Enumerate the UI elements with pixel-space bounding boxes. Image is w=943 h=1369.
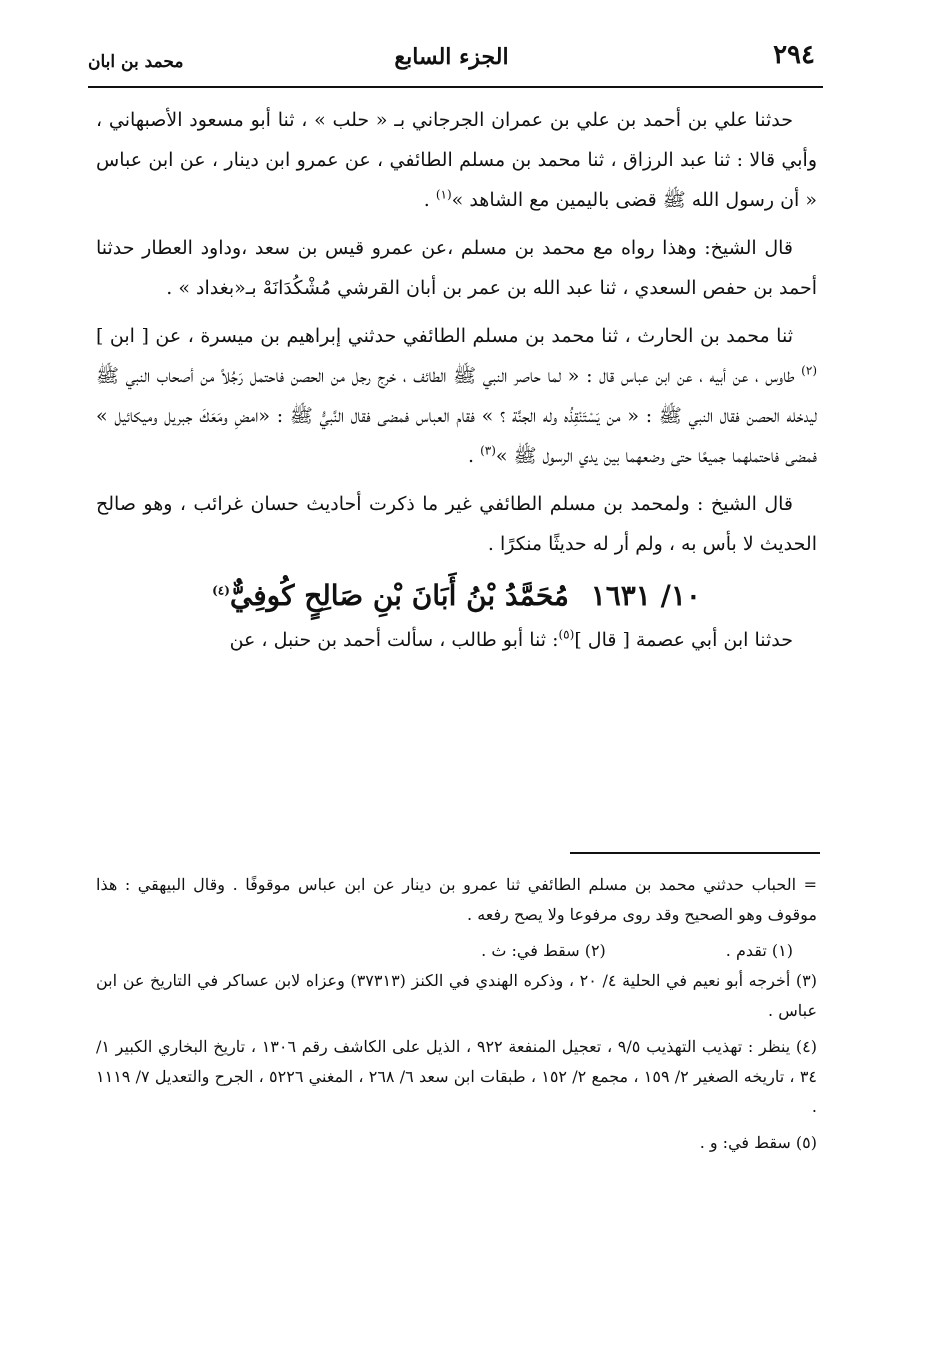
paragraph-2: [96, 228, 817, 308]
paragraph-5-text-b: : ثنا أبو طالب ، سألت أحمد بن حنبل ، عن: [229, 629, 559, 651]
paragraph-3-text-b: طاوس ، عن أبيه ، عن ابن عباس قال : « لما حاصر النبي ﷺ الطائف ، خرج رجل من الحصن فاحتمل رَجُلاً من أصحاب النبي ﷺ ليدخله الحصن فقال النبي ﷺ : « من يَسْتَنْقِذُه وله الجنَّة ؟ » فقام العباس فمضى فقال النَّبيُّ ﷺ : «امضِ ومَعَكَ جبريل وميكائيل » فمضى فاحتملهما جميعًا حتى وضعهما بين يدي الرسول ﷺ »: [96, 365, 817, 467]
header-rule: [88, 86, 823, 88]
page-header: [88, 38, 815, 84]
paragraph-1-text: حدثنا علي بن أحمد بن علي بن عمران الجرجاني بـ « حلب » ، ثنا أبو مسعود الأصبهاني ، وأبي قالا : ثنا عبد الرزاق ، ثنا محمد بن مسلم الطائفي ، عن عمرو ابن دينار ، عن ابن عباس « أن رسول الله ﷺ قضى باليمين مع الشاهد »: [96, 109, 817, 211]
running-title: الجزء السابع: [394, 44, 509, 70]
entry-number: ١٠/ ١٦٣١: [590, 579, 701, 612]
paragraph-1: حدثنا علي بن أحمد بن علي بن عمران الجرجاني بـ « حلب » ، ثنا أبو مسعود الأصبهاني ، وأبي قالا : ثنا عبد الرزاق ، ثنا محمد بن مسلم الطائفي ، عن عمرو ابن دينار ، عن ابن عباس « أن رسول الله ﷺ قضى باليمين مع الشاهد »$^{(١)}$ .: [96, 109, 817, 211]
footnote-ref-1: (١): [435, 187, 452, 202]
footnote-ref-5: (٥): [558, 627, 575, 642]
entry-heading: [96, 572, 817, 620]
footnote-1: (١) تقدم .: [725, 941, 793, 960]
running-subject: محمد بن ابان: [88, 52, 184, 72]
footnote-rule: [570, 852, 820, 854]
footnote-ref-4: (٤): [212, 583, 230, 598]
footnote-3: (٣) أخرجه أبو نعيم في الحلية ٤/ ٢٠ ، وذكره الهندي في الكنز (٣٧٣١٣) وعزاه لابن عساكر في التاريخ عن ابن عباس .: [96, 971, 818, 1020]
paragraph-5-text-a: حدثنا ابن أبي عصمة [ قال ]: [574, 629, 793, 651]
footnotes: [96, 870, 817, 1164]
paragraph-5: [96, 620, 817, 660]
paragraph-4: [96, 484, 817, 564]
paragraph-4-text: قال الشيخ : ولمحمد بن مسلم الطائفي غير ما ذكرت أحاديث حسان غرائب ، وهو صالح الحديث لا بأس به ، ولم أر له حديثًا منكرًا .: [96, 493, 817, 555]
footnote-row-1-2: [96, 936, 817, 966]
main-text: [96, 100, 817, 668]
footnote-ref-3: (٣): [480, 443, 496, 458]
page-number: ٢٩٤: [773, 40, 815, 70]
paragraph-3-text-a: ثنا محمد بن الحارث ، ثنا محمد بن مسلم الطائفي حدثني إبراهيم بن ميسرة ، عن [ ابن ]: [96, 325, 793, 347]
footnote-ref-2: (٢): [801, 363, 817, 378]
paragraph-2-text: قال الشيخ: وهذا رواه مع محمد بن مسلم ،عن عمرو قيس بن سعد ،وداود العطار حدثنا أحمد بن حفص السعدي ، ثنا عبد الله بن عمر بن أبان القرشي مُشْكُدَانَهْ بـ«بغداد » .: [96, 237, 817, 299]
footnote-5: (٥) سقط في: و .: [699, 1133, 817, 1152]
entry-name: مُحَمَّدُ بْنُ أَبَانَ بْنِ صَالِحٍ كُوفِيٌّ: [229, 579, 569, 612]
footnote-2: (٢) سقط في: ث .: [481, 941, 606, 960]
footnote-continued: = الحباب حدثني محمد بن مسلم الطائفي ثنا عمرو بن دينار عن ابن عباس موقوفًا . وقال البيهقي : هذا موقوف وهو الصحيح وقد روى مرفوعا ولا يصح رفعه .: [96, 875, 817, 924]
paragraph-3: ثنا محمد بن الحارث ، ثنا محمد بن مسلم الطائفي حدثني إبراهيم بن ميسرة ، عن [ ابن ]$^{(٢)}$ طاوس ، عن أبيه ، عن ابن عباس قال : « لما حاصر النبي ﷺ الطائف ، خرج رجل من الحصن فاحتمل رَجُلاً من أصحاب النبي ﷺ ليدخله الحصن فقال النبي ﷺ : « من يَسْتَنْقِذُه وله الجنَّة ؟ » فقام العباس فمضى فقال النَّبيُّ ﷺ : «امضِ ومَعَكَ جبريل وميكائيل » فمضى فاحتملهما جميعًا حتى وضعهما بين يدي الرسول ﷺ »$^{(٣)}$ .: [96, 325, 817, 467]
footnote-4: (٤) ينظر : تهذيب التهذيب ٩/٥ ، تعجيل المنفعة ٩٢٢ ، الذيل على الكاشف رقم ١٣٠٦ ، تاريخ البخاري الكبير ١/ ٣٤ ، تاريخه الصغير ٢/ ١٥٩ ، مجمع ٢/ ١٥٢ ، طبقات ابن سعد ٦/ ٢٦٨ ، المغني ٥٢٢٦ ، الجرح والتعديل ٧/ ١١١٩ .: [96, 1037, 818, 1116]
